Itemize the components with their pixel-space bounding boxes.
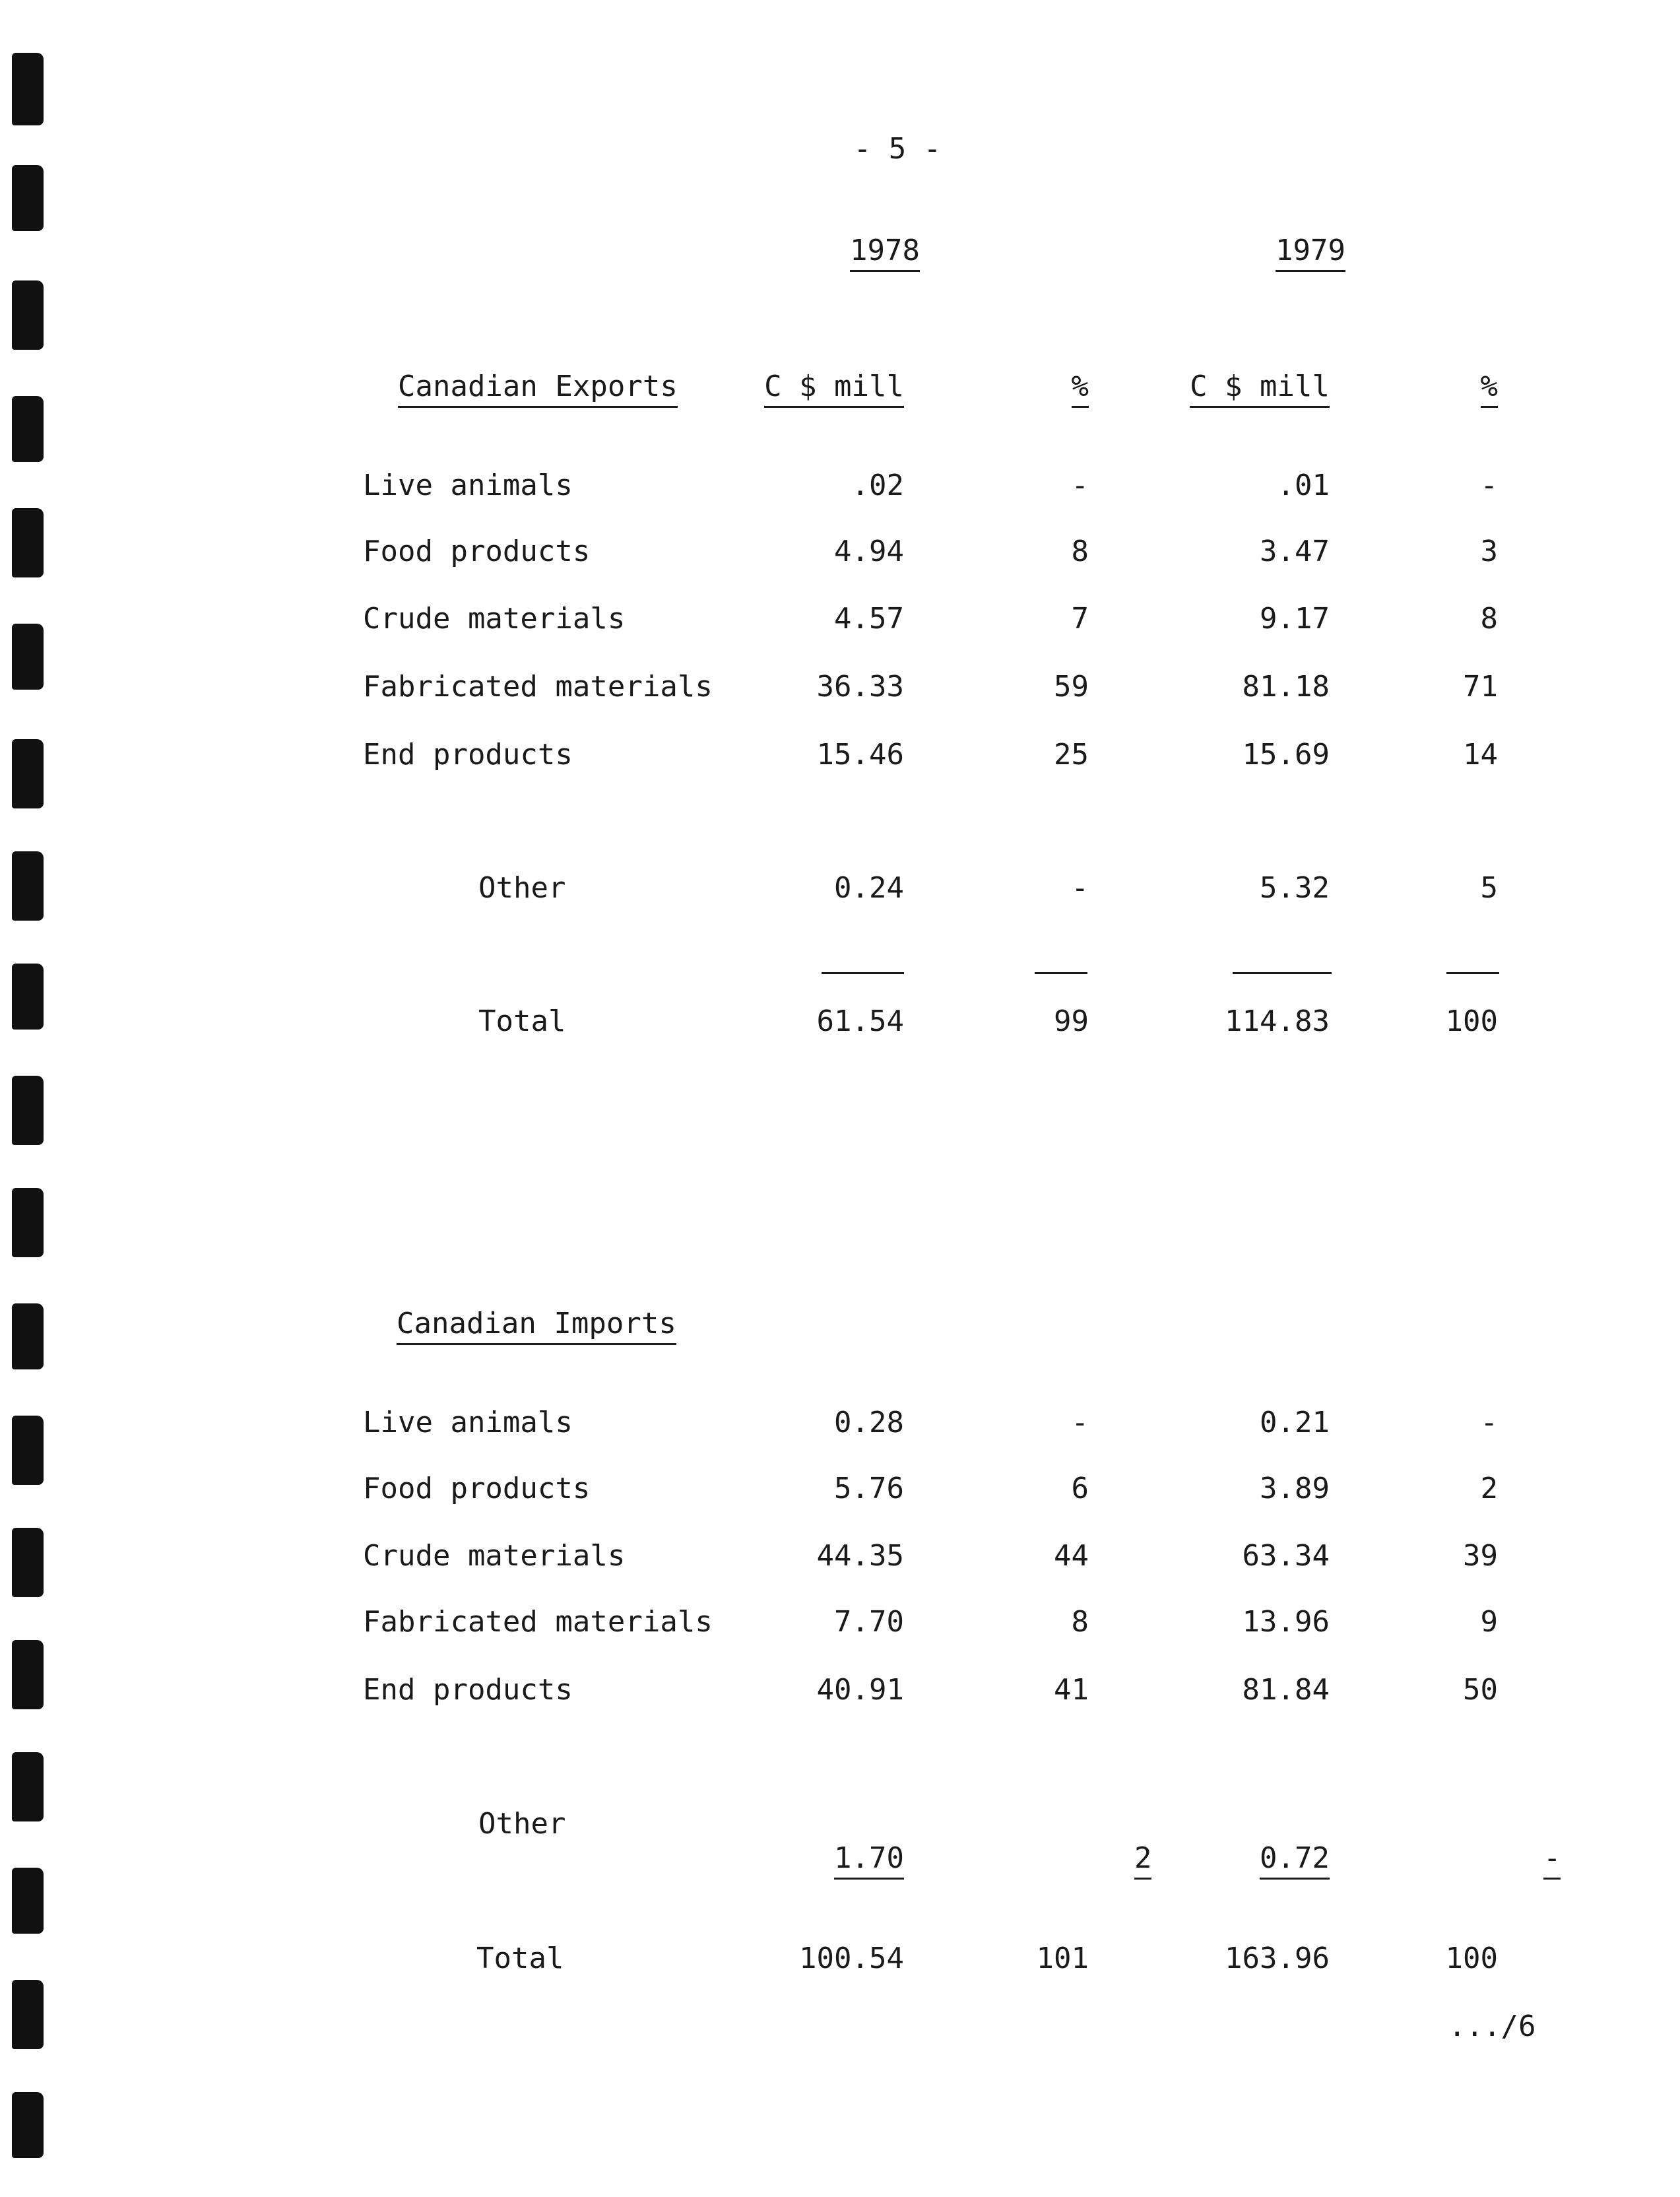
row-label: Total [476, 1942, 564, 1975]
sum-rule [1035, 972, 1087, 974]
cell-value-1978 [726, 1807, 904, 1910]
cell-value-1978: 0.28 [834, 1406, 904, 1439]
binder-mark [12, 1752, 44, 1821]
cell-value-1978: 0.24 [834, 871, 904, 905]
cell-value-1979: 114.83 [1225, 1004, 1330, 1038]
cell-pct-1979: 100 [1445, 1004, 1498, 1038]
cell-value-1979: 163.96 [1225, 1942, 1330, 1975]
cell-pct-1978: 25 [1054, 738, 1089, 771]
row-label: Live animals [363, 1406, 573, 1439]
binder-mark [12, 508, 44, 577]
cell-value-1978: 40.91 [816, 1673, 904, 1707]
binder-mark [12, 53, 44, 125]
exports-heading-text: Canadian Exports [398, 370, 678, 408]
binder-mark [12, 280, 44, 350]
cell-value-1979: 0.21 [1260, 1406, 1330, 1439]
cell-value-1978: 4.94 [834, 535, 904, 568]
binder-mark [12, 851, 44, 921]
cell-pct-1978: - [1071, 871, 1089, 905]
exports-heading [363, 335, 678, 404]
imports-heading-text: Canadian Imports [397, 1307, 676, 1345]
binder-mark [12, 1076, 44, 1145]
cell-pct-1978: - [1071, 1406, 1089, 1439]
year-header-1979 [1241, 199, 1345, 268]
cell-value-1979 [1151, 1807, 1330, 1910]
cell-pct-1979: 3 [1480, 535, 1498, 568]
binder-mark [12, 1640, 44, 1709]
cell-value-1978: 44.35 [816, 1539, 904, 1573]
cell-pct-1979: 14 [1463, 738, 1498, 771]
binder-mark [12, 1868, 44, 1934]
cell-value-1978: 7.70 [834, 1605, 904, 1639]
cell-value-1979: 5.32 [1260, 871, 1330, 905]
cell-pct-1979: 9 [1480, 1605, 1498, 1639]
cell-value-1978: 5.76 [834, 1472, 904, 1505]
cell-pct-1979 [1438, 1807, 1561, 1910]
binder-mark [12, 1303, 44, 1369]
binder-mark [12, 165, 44, 231]
sum-rule [1446, 972, 1499, 974]
cell-value-1979: 63.34 [1242, 1539, 1330, 1573]
cell-value-1979: 15.69 [1242, 738, 1330, 771]
row-label: Food products [363, 1472, 591, 1505]
cell-pct-1978: 6 [1071, 1472, 1089, 1505]
row-label: Fabricated materials [363, 670, 713, 704]
cell-pct-1979: - [1480, 469, 1498, 502]
imports-heading [362, 1272, 676, 1341]
binder-mark [12, 396, 44, 462]
cell-value-1978: 15.46 [816, 738, 904, 771]
cell-value-1978: 4.57 [834, 602, 904, 636]
binder-mark [12, 1528, 44, 1597]
col-mill-1979-text: C $ mill [1190, 370, 1330, 408]
other-pct-1979: - [1543, 1841, 1561, 1880]
binder-mark [12, 1416, 44, 1485]
cell-value-1979: 13.96 [1242, 1605, 1330, 1639]
cell-pct-1978: 8 [1071, 1605, 1089, 1639]
col-header-mill-1979 [1151, 335, 1330, 404]
other-value-1978: 1.70 [834, 1841, 904, 1880]
row-label: Crude materials [363, 602, 626, 636]
row-label: Fabricated materials [363, 1605, 713, 1639]
cell-pct-1979: 50 [1463, 1673, 1498, 1707]
cell-pct-1978: 101 [1036, 1942, 1089, 1975]
row-label: End products [363, 1673, 573, 1707]
row-label: End products [363, 738, 573, 771]
cell-pct-1978: 59 [1054, 670, 1089, 704]
sum-rule [822, 972, 904, 974]
row-label: Total [478, 1004, 566, 1038]
col-header-pct-1978 [1029, 335, 1089, 404]
row-label: Other [478, 1807, 566, 1841]
year-1978-label: 1978 [850, 234, 920, 272]
binder-mark [12, 624, 44, 690]
cell-pct-1979: 39 [1463, 1539, 1498, 1573]
cell-value-1978: 61.54 [816, 1004, 904, 1038]
binder-mark [12, 2092, 44, 2158]
cell-pct-1979: 71 [1463, 670, 1498, 704]
cell-pct-1978: 8 [1071, 535, 1089, 568]
cell-pct-1979: 100 [1445, 1942, 1498, 1975]
col-pct-1979-text: % [1481, 370, 1499, 408]
cell-pct-1979: 8 [1480, 602, 1498, 636]
cell-pct-1979: 5 [1480, 871, 1498, 905]
cell-pct-1978: 7 [1071, 602, 1089, 636]
col-header-pct-1979 [1438, 335, 1498, 404]
sum-rule [1233, 972, 1332, 974]
binder-mark [12, 1188, 44, 1257]
cell-pct-1978: - [1071, 469, 1089, 502]
col-mill-1978-text: C $ mill [764, 370, 904, 408]
continuation-marker: .../6 [1448, 2010, 1536, 2043]
col-header-mill-1978 [726, 335, 904, 404]
cell-pct-1978: 99 [1054, 1004, 1089, 1038]
cell-value-1979: 81.84 [1242, 1673, 1330, 1707]
page-number: - 5 - [853, 132, 942, 166]
cell-pct-1979: 2 [1480, 1472, 1498, 1505]
cell-pct-1979: - [1480, 1406, 1498, 1439]
cell-pct-1978: 41 [1054, 1673, 1089, 1707]
binder-mark [12, 1980, 44, 2049]
row-label: Food products [363, 535, 591, 568]
cell-pct-1978: 44 [1054, 1539, 1089, 1573]
row-label: Other [478, 871, 566, 905]
row-label: Live animals [363, 469, 573, 502]
row-label: Crude materials [363, 1539, 626, 1573]
other-value-1979: 0.72 [1260, 1841, 1330, 1880]
cell-value-1978: 100.54 [799, 1942, 904, 1975]
cell-value-1979: 3.47 [1260, 535, 1330, 568]
cell-value-1979: 9.17 [1260, 602, 1330, 636]
cell-value-1979: 3.89 [1260, 1472, 1330, 1505]
year-header-1978 [815, 199, 920, 268]
cell-value-1979: .01 [1277, 469, 1330, 502]
cell-value-1979: 81.18 [1242, 670, 1330, 704]
binder-mark [12, 739, 44, 808]
year-1979-label: 1979 [1276, 234, 1345, 272]
other-pct-1978: 2 [1134, 1841, 1152, 1880]
cell-pct-1978 [1029, 1807, 1152, 1910]
binder-mark [12, 964, 44, 1030]
col-pct-1978-text: % [1072, 370, 1089, 408]
cell-value-1978: 36.33 [816, 670, 904, 704]
cell-value-1978: .02 [851, 469, 904, 502]
